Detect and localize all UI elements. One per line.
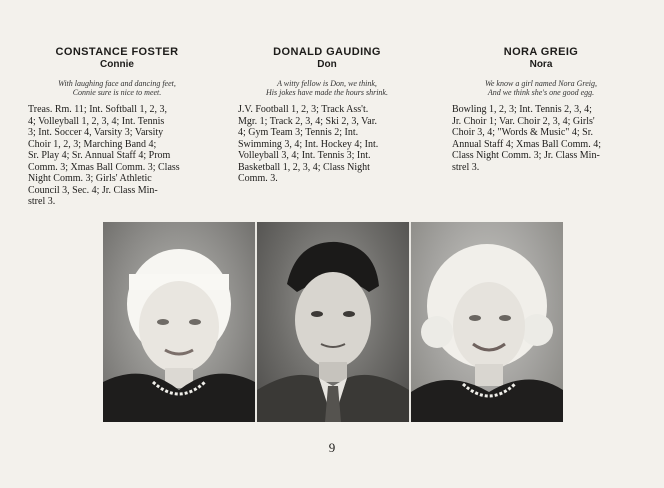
portrait-row xyxy=(103,222,563,422)
activity-line: Comm. 3. xyxy=(238,173,278,184)
student-nickname: Don xyxy=(317,59,337,70)
activity-line: Bowling 1, 2, 3; Int. Tennis 2, 3, 4; xyxy=(452,104,592,115)
student-name: DONALD GAUDING xyxy=(273,46,381,58)
activity-line: Volleyball 3, 4; Int. Tennis 3; Int. xyxy=(238,150,371,161)
verse-line: With laughing face and dancing feet, xyxy=(58,79,176,88)
student-entry-donald-gauding xyxy=(238,46,416,185)
portrait-photo-donald xyxy=(257,222,411,422)
verse-line: We know a girl named Nora Greig, xyxy=(484,79,598,88)
activity-line: J.V. Football 1, 2, 3; Track Ass't. xyxy=(238,104,369,115)
portrait-photo-nora xyxy=(411,222,563,422)
activity-line: Treas. Rm. 11; Int. Softball 1, 2, 3, xyxy=(28,104,167,115)
activity-line: Class Night Comm. 3; Jr. Class Min- xyxy=(452,150,600,161)
student-verse xyxy=(28,79,206,97)
portrait-photo-constance xyxy=(103,222,257,422)
activity-line: 4; Gym Team 3; Tennis 2; Int. xyxy=(238,127,359,138)
activity-line: Basketball 1, 2, 3, 4; Class Night xyxy=(238,161,370,173)
activity-line: Night Comm. 3; Girls' Athletic xyxy=(28,173,152,184)
student-activities xyxy=(28,104,206,208)
portrait-girl-bangs-pearls-icon xyxy=(103,222,255,422)
activity-line: Comm. 3; Xmas Ball Comm. 3; Class xyxy=(28,161,180,173)
activity-line: Jr. Choir 1; Var. Choir 2, 3, 4; Girls' xyxy=(452,115,595,127)
student-nickname: Connie xyxy=(100,59,134,70)
student-entry-constance-foster xyxy=(28,46,206,208)
activity-line: Council 3, Sec. 4; Jr. Class Min- xyxy=(28,184,158,196)
activity-line: Choir 3, 4; "Words & Music" 4; Sr. xyxy=(452,127,593,138)
student-nickname: Nora xyxy=(529,59,553,70)
portrait-girl-curly-hair-pearls-icon xyxy=(411,222,563,422)
verse-line: And we think she's one good egg. xyxy=(487,88,595,97)
activity-line: Choir 1, 2, 3; Marching Band 4; xyxy=(28,138,157,150)
activity-line: strel 3. xyxy=(28,196,56,207)
activity-line: Mgr. 1; Track 2, 3, 4; Ski 2, 3, Var. xyxy=(238,115,377,127)
student-verse xyxy=(452,79,630,97)
student-activities xyxy=(452,104,630,173)
verse-line: Connie sure is nice to meet. xyxy=(72,88,162,97)
verse-line: His jokes have made the hours shrink. xyxy=(266,88,388,97)
page-number: 9 xyxy=(328,440,336,455)
student-verse xyxy=(238,79,416,97)
activity-line: Annual Staff 4; Xmas Ball Comm. 4; xyxy=(452,138,601,150)
activity-line: 3; Int. Soccer 4, Varsity 3; Varsity xyxy=(28,127,164,138)
student-entry-nora-greig xyxy=(452,46,630,173)
student-name: CONSTANCE FOSTER xyxy=(55,46,179,58)
activity-line: 4; Volleyball 1, 2, 3, 4; Int. Tennis xyxy=(28,115,165,127)
portrait-boy-suit-tie-icon xyxy=(257,222,409,422)
activity-line: Sr. Play 4; Sr. Annual Staff 4; Prom xyxy=(28,150,171,161)
activity-line: strel 3. xyxy=(452,161,480,173)
activity-line: Swimming 3, 4; Int. Hockey 4; Int. xyxy=(238,138,379,150)
verse-line: A witty fellow is Don, we think, xyxy=(277,79,377,88)
student-activities xyxy=(238,104,416,185)
student-name: NORA GREIG xyxy=(503,46,579,58)
